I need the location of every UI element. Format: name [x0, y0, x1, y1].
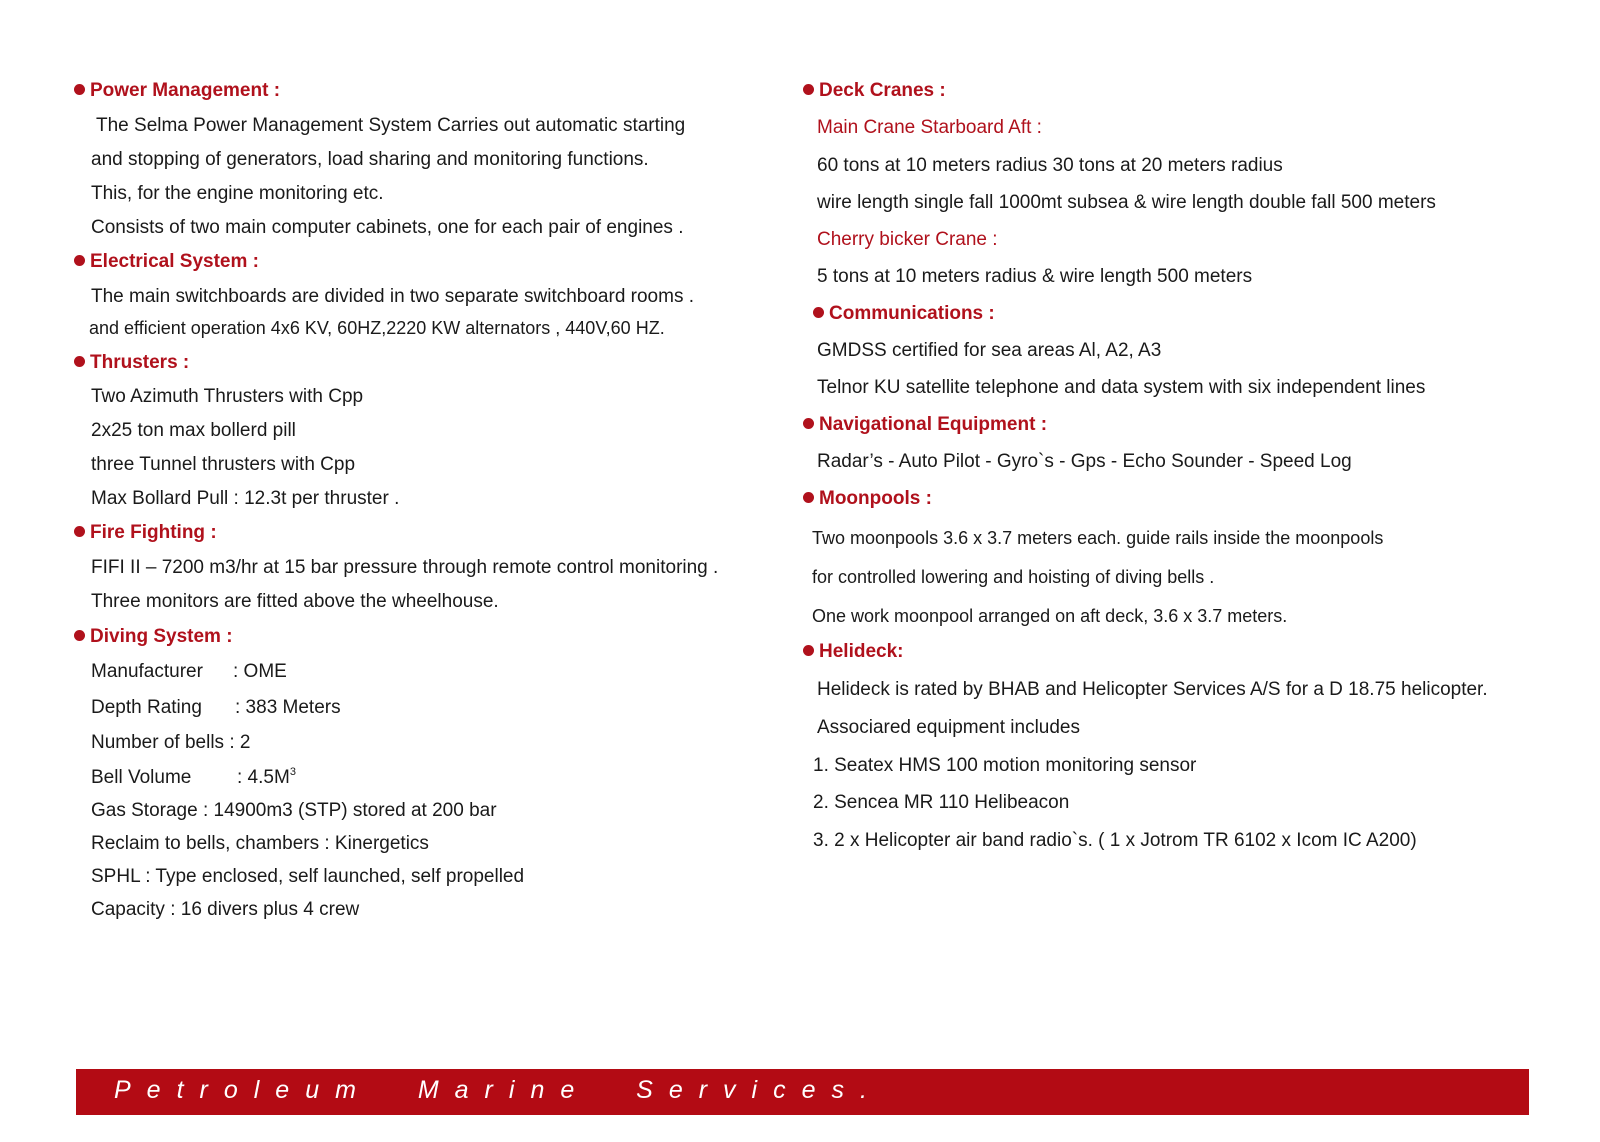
helideck-line-4: 2. Sencea MR 110 Helibeacon — [813, 792, 1070, 813]
helideck-line-3: 1. Seatex HMS 100 motion monitoring sensor — [813, 755, 1197, 776]
diving-number-of-bells: Number of bells : 2 — [91, 732, 251, 753]
moonpools-line-2: for controlled lowering and hoisting of diving bells . — [812, 567, 1215, 587]
deck-cranes-heading: Deck Cranes : — [803, 79, 946, 103]
helideck-line-2: Associared equipment includes — [817, 717, 1080, 738]
bullet-dot-icon — [813, 307, 824, 318]
diving-sphl: SPHL : Type enclosed, self launched, self propelled — [91, 866, 525, 887]
power-line-2: and stopping of generators, load sharing and monitoring functions. — [91, 149, 649, 170]
thrusters-line-2: 2x25 ton max bollerd pill — [91, 420, 296, 441]
diving-bell-volume: Bell Volume : $4.5M^3$ — [91, 766, 296, 788]
bullet-dot-icon — [803, 492, 814, 503]
thrusters-line-3: three Tunnel thrusters with Cpp — [91, 454, 356, 475]
comms-line-2: Telnor KU satellite telephone and data system with six independent lines — [817, 377, 1426, 398]
power-line-3: This, for the engine monitoring etc. — [91, 183, 384, 204]
diving-gas-storage: Gas Storage : 14900m3 (STP) stored at 200 bar — [91, 800, 497, 821]
bullet-dot-icon — [803, 418, 814, 429]
power-line-1: The Selma Power Management System Carries out automatic starting — [96, 115, 686, 136]
bullet-dot-icon — [803, 84, 814, 95]
main-crane-line-1: 60 tons at 10 meters radius 30 tons at 20 meters radius — [817, 155, 1283, 176]
bullet-dot-icon — [74, 630, 85, 641]
footer-company-name: Petroleum Marine Services. — [114, 1076, 883, 1104]
footer-bar — [76, 1069, 1529, 1115]
helideck-line-5: 3. 2 x Helicopter air band radio`s. ( 1 x Jotrom TR 6102 x Icom IC A200) — [813, 830, 1417, 851]
helideck-line-1: Helideck is rated by BHAB and Helicopter Services A/S for a D 18.75 helicopter. — [817, 679, 1488, 700]
diving-depth-rating: Depth Rating : 383 Meters — [91, 697, 341, 718]
moonpools-line-3: One work moonpool arranged on aft deck, 3.6 x 3.7 meters. — [812, 606, 1288, 626]
comms-line-1: GMDSS certified for sea areas Al, A2, A3 — [817, 340, 1162, 361]
fire-line-2: Three monitors are fitted above the wheelhouse. — [91, 591, 499, 612]
cherry-crane-subheading: Cherry bicker Crane : — [817, 229, 998, 250]
power-management-heading: Power Management : — [74, 79, 280, 103]
bullet-dot-icon — [74, 356, 85, 367]
diving-system-heading: Diving System : — [74, 625, 233, 649]
electrical-line-1: The main switchboards are divided in two separate switchboard rooms . — [91, 286, 695, 307]
bullet-dot-icon — [74, 255, 85, 266]
diving-manufacturer: Manufacturer : OME — [91, 661, 287, 682]
power-line-4: Consists of two main computer cabinets, one for each pair of engines . — [91, 217, 684, 238]
cherry-crane-line: 5 tons at 10 meters radius & wire length 500 meters — [817, 266, 1253, 287]
thrusters-line-4: Max Bollard Pull : 12.3t per thruster . — [91, 488, 400, 509]
electrical-system-heading: Electrical System : — [74, 250, 259, 274]
diving-reclaim: Reclaim to bells, chambers : Kinergetics — [91, 833, 429, 854]
nav-line: Radar’s - Auto Pilot - Gyro`s - Gps - Echo Sounder - Speed Log — [817, 451, 1352, 472]
main-crane-line-2: wire length single fall 1000mt subsea & wire length double fall 500 meters — [817, 192, 1436, 213]
helideck-heading: Helideck: — [803, 640, 903, 664]
diving-capacity: Capacity : 16 divers plus 4 crew — [91, 899, 360, 920]
moonpools-heading: Moonpools : — [803, 487, 932, 511]
fire-fighting-heading: Fire Fighting : — [74, 521, 217, 545]
bullet-dot-icon — [74, 526, 85, 537]
moonpools-line-1: Two moonpools 3.6 x 3.7 meters each. guide rails inside the moonpools — [812, 528, 1384, 548]
thrusters-heading: Thrusters : — [74, 351, 189, 375]
main-crane-subheading: Main Crane Starboard Aft : — [817, 117, 1042, 138]
bullet-dot-icon — [74, 84, 85, 95]
navigational-equipment-heading: Navigational Equipment : — [803, 413, 1047, 437]
fire-line-1: FIFI II – 7200 m3/hr at 15 bar pressure through remote control monitoring . — [91, 557, 719, 578]
bullet-dot-icon — [803, 645, 814, 656]
communications-heading: Communications : — [813, 302, 995, 326]
electrical-line-2: and efficient operation 4x6 KV, 60HZ,2220 KW alternators , 440V,60 HZ. — [89, 318, 665, 338]
thrusters-line-1: Two Azimuth Thrusters with Cpp — [91, 386, 364, 407]
